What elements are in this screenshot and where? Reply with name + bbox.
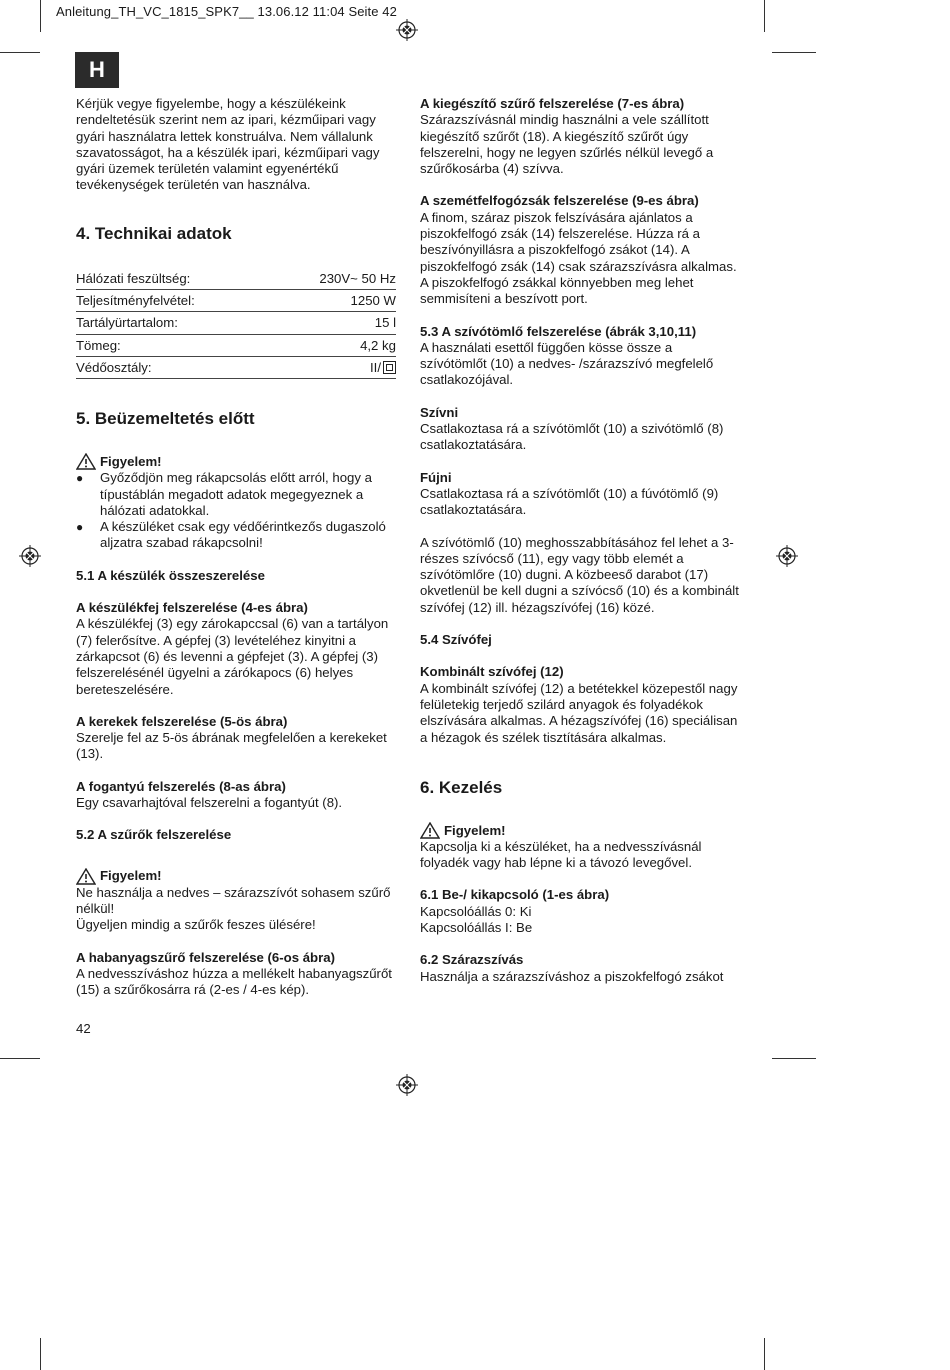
print-header: Anleitung_TH_VC_1815_SPK7__ 13.06.12 11:04 Seite 42 — [56, 4, 397, 19]
paragraph: Kapcsolóállás I: Be — [420, 919, 533, 935]
spec-table — [76, 268, 396, 379]
crop-mark — [0, 52, 40, 53]
paragraph: Csatlakoztasa rá a szívótömlőt (10) a fúvótömlő (9) csatlakoztatására. — [420, 485, 719, 518]
crop-mark — [772, 1058, 816, 1059]
subsection-heading: 6.1 Be-/ kikapcsoló (1-es ábra) — [420, 887, 610, 903]
subsection-heading: A kerekek felszerelése (5-ös ábra) — [76, 713, 288, 729]
spec-label: Hálózati feszültség: — [76, 268, 270, 290]
paragraph: Kapcsolja ki a készüléket, ha a nedvesszívásnál folyadék vagy hab lépne ki a távozó levegővel. — [420, 838, 702, 871]
paragraph: A nedvesszíváshoz húzza a mellékelt habanyagszűrőt (15) a szűrőkosárra rá (2-es / 4-es kép). — [76, 965, 392, 998]
registration-mark-icon — [396, 1074, 418, 1096]
subsection-heading: Kombinált szívófej (12) — [420, 664, 564, 680]
spec-value: 230V~ 50 Hz — [270, 268, 396, 290]
section-heading-operation: 6. Kezelés — [420, 777, 503, 797]
paragraph: A készülékfej (3) egy zárokapccsal (6) van a tartályon (7) felerősítve. A gépfej (3) levételéhez kinyitni a zárkapcsot (6) és levenni a gépfejet (3). A gépfej (3) felszerelésénél ügyelni a zárókapocs (6) helyes bereteszelésére. — [76, 616, 389, 697]
bullet-icon: ● — [76, 471, 84, 486]
subsection-heading: Fújni — [420, 469, 452, 485]
warning-label: Figyelem! — [100, 453, 162, 469]
registration-mark-icon — [19, 545, 41, 567]
bullet-icon: ● — [76, 520, 84, 535]
paragraph: Ügyeljen mindig a szűrők feszes ülésére! — [76, 917, 316, 933]
crop-mark — [764, 0, 765, 32]
paragraph: Csatlakoztasa rá a szívótömlőt (10) a szivótömlő (8) csatlakoztatására. — [420, 421, 724, 453]
warning-triangle-icon — [76, 453, 96, 470]
subsection-heading: 5.4 Szívófej — [420, 632, 492, 648]
spec-label: Tömeg: — [76, 334, 270, 356]
warning-triangle-icon — [76, 868, 96, 885]
crop-mark — [40, 1338, 41, 1370]
subsection-heading: 5.3 A szívótömlő felszerelése (ábrák 3,10,11) — [420, 323, 697, 339]
subsection-heading: A készülékfej felszerelése (4-es ábra) — [76, 600, 308, 616]
list-item: ● Győződjön meg rákapcsolás előtt arról, hogy a típustáblán megadott adatok megegyeznek a hálózati adatokkal. — [76, 470, 372, 518]
subsection-heading: 6.2 Szárazszívás — [420, 952, 524, 968]
language-badge: H — [75, 52, 119, 88]
table-row — [76, 290, 396, 312]
paragraph: Egy csavarhajtóval felszerelni a fogantyút (8). — [76, 795, 343, 811]
page-number: 42 — [76, 1021, 91, 1036]
warning-notice — [76, 868, 398, 885]
warning-notice — [76, 453, 398, 470]
warning-notice — [420, 822, 742, 839]
crop-mark — [40, 0, 41, 32]
paragraph: Kapcsolóállás 0: Ki — [420, 903, 532, 919]
subsection-heading: Szívni — [420, 404, 459, 420]
paragraph: Használja a szárazszíváshoz a piszokfelfogó zsákot — [420, 968, 724, 984]
paragraph: A finom, száraz piszok felszívására ajánlatos a piszokfelfogó zsák (14) felszerelése. Húzza rá a beszívónyillásra a piszokfelfogó zsákot (14). A piszokfelfogó zsák (14) csak szárazszívásra alkalmas. A piszokfelfogó zsákkal könnyebben meg lehet semmisíteni a beszívott port. — [420, 209, 737, 307]
spec-label: Tartályürtartalom: — [76, 312, 270, 334]
warning-label: Figyelem! — [444, 822, 506, 838]
subsection-heading: A habanyagszűrő felszerelése (6-os ábra) — [76, 949, 335, 965]
paragraph: A szívótömlő (10) meghosszabbításához fel lehet a 3-részes szívócső (11), egy vagy több elemét a szívótömlőre (10) dugni. A közbeeső darabot (17) okvetlenül be kell dugni a szívócső (10) és a kombinált szívófej (12) ill. hézagszívófej (16) közé. — [420, 534, 739, 615]
spec-label: Védőosztály: — [76, 356, 270, 378]
table-row — [76, 268, 396, 290]
table-row — [76, 334, 396, 356]
warning-triangle-icon — [420, 822, 440, 839]
section-heading-tech: 4. Technikai adatok — [76, 223, 232, 243]
spec-value: 4,2 kg — [270, 334, 396, 356]
subsection-heading: A kiegészítő szűrő felszerelése (7-es ábra) — [420, 96, 685, 111]
right-column — [420, 96, 742, 985]
registration-mark-icon — [776, 545, 798, 567]
table-row — [76, 356, 396, 378]
left-column — [76, 96, 398, 998]
spec-value: II/ — [370, 359, 381, 375]
crop-mark — [764, 1338, 765, 1370]
paragraph: A kombinált szívófej (12) a betétekkel közepestől nagy felületekig terjedő szilárd anyagok és folyadékok elszívására alkalmas. A hézagszívófej (16) speciálisan a hézagok és szélek tisztítására alkalmas. — [420, 680, 738, 745]
subsection-heading: 5.1 A készülék összeszerelése — [76, 567, 265, 583]
paragraph: Szárazszívásnál mindig használni a vele szállított kiegészítő szűrőt (18). A kiegészítő szűrőt úgy felszerelni, hogy ne legyen szűrlés nélkül levegő a szűrőkosárba (4) szívva. — [420, 112, 714, 177]
protection-class-icon — [383, 361, 396, 374]
paragraph: Szerelje fel az 5-ös ábrának megfelelően a kerekeket (13). — [76, 730, 387, 762]
crop-mark — [772, 52, 816, 53]
table-row — [76, 312, 396, 334]
spec-value: 15 l — [270, 312, 396, 334]
list-item: ● A készüléket csak egy védőérintkezős dugaszoló aljzatra szabad rákapcsolni! — [76, 519, 386, 551]
spec-label: Teljesítményfelvétel: — [76, 290, 270, 312]
paragraph: A használati esettől függően kösse össze a szívótömlőt (10) a nedves- /szárazszívó megfelelő csatlakozójával. — [420, 339, 714, 388]
section-heading-commission: 5. Beüzemeltetés előtt — [76, 409, 255, 429]
crop-mark — [0, 1058, 40, 1059]
subsection-heading: A fogantyú felszerelés (8-as ábra) — [76, 778, 286, 794]
paragraph: Ne használja a nedves – szárazszívót sohasem szűrő nélkül! — [76, 884, 391, 916]
subsection-heading: 5.2 A szűrők felszerelése — [76, 827, 232, 843]
spec-value: 1250 W — [270, 290, 396, 312]
subsection-heading: A szemétfelfogózsák felszerelése (9-es ábra) — [420, 193, 699, 209]
intro-paragraph: Kérjük vegye figyelembe, hogy a készülékeink rendeltetésük szerint nem az ipari, kézműipari vagy gyári használatra lettek konstruálva. Nem vállalunk szavatosságot, ha a készülék ipari, kézműipari vagy gyári üzemek területén valamint egyenértékű tevékenységek területén van használva. — [76, 96, 380, 193]
warning-label: Figyelem! — [100, 868, 162, 884]
registration-mark-icon — [396, 19, 418, 41]
